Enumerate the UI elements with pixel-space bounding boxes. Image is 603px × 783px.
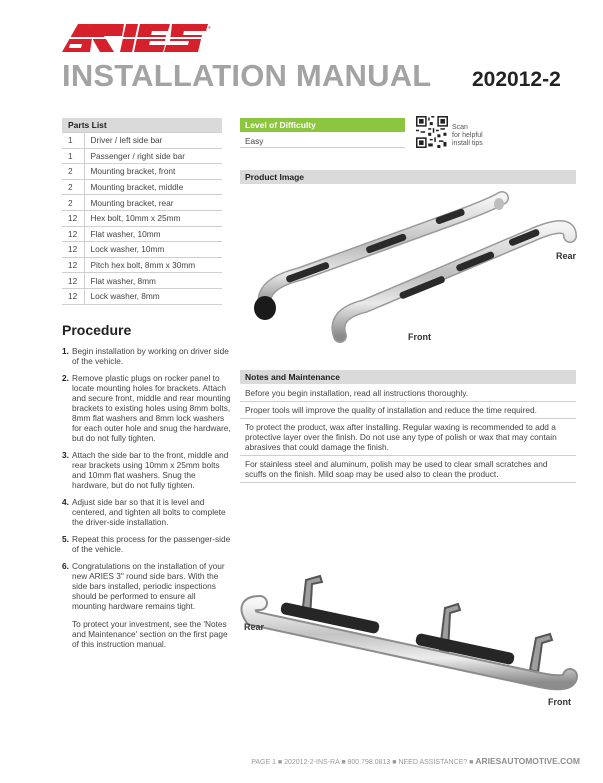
- procedure-step: 3. Attach the side bar to the front, middle and rear brackets using 10mm x 25mm bolts and 10mm flat washers. Snug the hardware, but do not fully tighten.: [62, 450, 229, 490]
- page-footer: PAGE 1 ■ 202012-2-INS-RA ■ 800.798.0813 ■ NEED ASSISTANCE? ■ ARIESAUTOMOTIVE.COM: [251, 756, 580, 766]
- part-description: Mounting bracket, middle: [84, 179, 222, 195]
- note-item: To protect the product, wax after installing. Regular waxing is recommended to add a protective layer over the finish. Do not use any type of polish or wax that may contain abrasives that could damage the finish.: [240, 419, 576, 456]
- bottom-image-rear-label: Rear: [244, 622, 265, 632]
- procedure-step: 6. Congratulations on the installation of your new ARIES 3" round side bars. With the side bars installed, periodic inspections should be performed to ensure all mounting hardware remains tight.: [62, 561, 225, 611]
- bottom-image-front-label: Front: [548, 697, 571, 707]
- part-description: Lock washer, 8mm: [84, 288, 222, 304]
- qr-caption: Scan for helpful install tips: [452, 124, 483, 147]
- part-description: Mounting bracket, rear: [84, 195, 222, 211]
- part-description: Lock washer, 10mm: [84, 242, 222, 258]
- parts-list-row: [62, 133, 222, 149]
- procedure-step: 1. Begin installation by working on driver side of the vehicle.: [62, 346, 229, 366]
- procedure-step: 5. Repeat this process for the passenger-side of the vehicle.: [62, 534, 231, 554]
- parts-list-row: [62, 179, 222, 195]
- product-image-rear-label: Rear: [556, 251, 577, 261]
- difficulty-value: Easy: [240, 133, 405, 148]
- parts-list-row: [62, 257, 222, 273]
- parts-list-row: [62, 195, 222, 211]
- parts-list-row: [62, 273, 222, 289]
- note-item: Proper tools will improve the quality of installation and reduce the time required.: [240, 402, 576, 419]
- product-image-header: Product Image: [240, 170, 576, 184]
- part-description: Driver / left side bar: [84, 133, 222, 149]
- procedure-closing: To protect your investment, see the 'Notes and Maintenance' section on the first page of this instruction manual.: [72, 619, 228, 649]
- document-title: INSTALLATION MANUAL: [62, 58, 432, 93]
- parts-list-row: [62, 164, 222, 180]
- notes-header: Notes and Maintenance: [240, 370, 576, 384]
- notes-list: [240, 385, 576, 483]
- part-quantity: 12: [62, 226, 84, 242]
- procedure-step: 2. Remove plastic plugs on rocker panel to locate mounting holes for brackets. Attach and secure front, middle and rear mounting brackets to existing holes using 8mm bolts, 8mm flat washers and 8mm lock washers for each outer hole and snug the hardware, but do not fully tighten.: [62, 373, 231, 443]
- part-quantity: 12: [62, 288, 84, 304]
- part-quantity: 12: [62, 273, 84, 289]
- part-description: Flat washer, 10mm: [84, 226, 222, 242]
- part-quantity: 2: [62, 195, 84, 211]
- svg-text:®: ®: [208, 25, 211, 30]
- parts-list-row: [62, 148, 222, 164]
- procedure-steps: [62, 346, 232, 656]
- part-description: Hex bolt, 10mm x 25mm: [84, 210, 222, 226]
- side-bar-illustration: [240, 568, 580, 708]
- product-image: [240, 186, 580, 348]
- qr-code-icon[interactable]: [416, 116, 448, 148]
- part-description: Pitch hex bolt, 8mm x 30mm: [84, 257, 222, 273]
- note-item: For stainless steel and aluminum, polish may be used to clear small scratches and scuffs on the finish. Mild soap may be used also to clean the product.: [240, 456, 576, 483]
- part-description: Mounting bracket, front: [84, 164, 222, 180]
- procedure-title: Procedure: [62, 322, 132, 338]
- parts-list-header: Parts List: [62, 118, 222, 133]
- note-item: Before you begin installation, read all instructions thoroughly.: [240, 385, 576, 402]
- parts-list-row: [62, 210, 222, 226]
- parts-list-table: [62, 118, 222, 305]
- difficulty-header: Level of Difficulty: [240, 118, 405, 132]
- part-description: Passenger / right side bar: [84, 148, 222, 164]
- part-quantity: 12: [62, 257, 84, 273]
- part-quantity: 12: [62, 242, 84, 258]
- part-description: Flat washer, 8mm: [84, 273, 222, 289]
- parts-list-row: [62, 242, 222, 258]
- part-quantity: 1: [62, 148, 84, 164]
- part-quantity: 2: [62, 179, 84, 195]
- product-image-front-label: Front: [408, 332, 431, 342]
- part-number: 202012-2: [472, 68, 561, 91]
- website-link[interactable]: ARIESAUTOMOTIVE.COM: [475, 756, 580, 766]
- part-quantity: 1: [62, 133, 84, 149]
- part-quantity: 12: [62, 210, 84, 226]
- procedure-step: 4. Adjust side bar so that it is level and centered, and tighten all bolts to complete the driver-side installation.: [62, 497, 226, 527]
- parts-list-row: [62, 226, 222, 242]
- part-quantity: 2: [62, 164, 84, 180]
- parts-list-row: [62, 288, 222, 304]
- aries-logo: [62, 24, 212, 54]
